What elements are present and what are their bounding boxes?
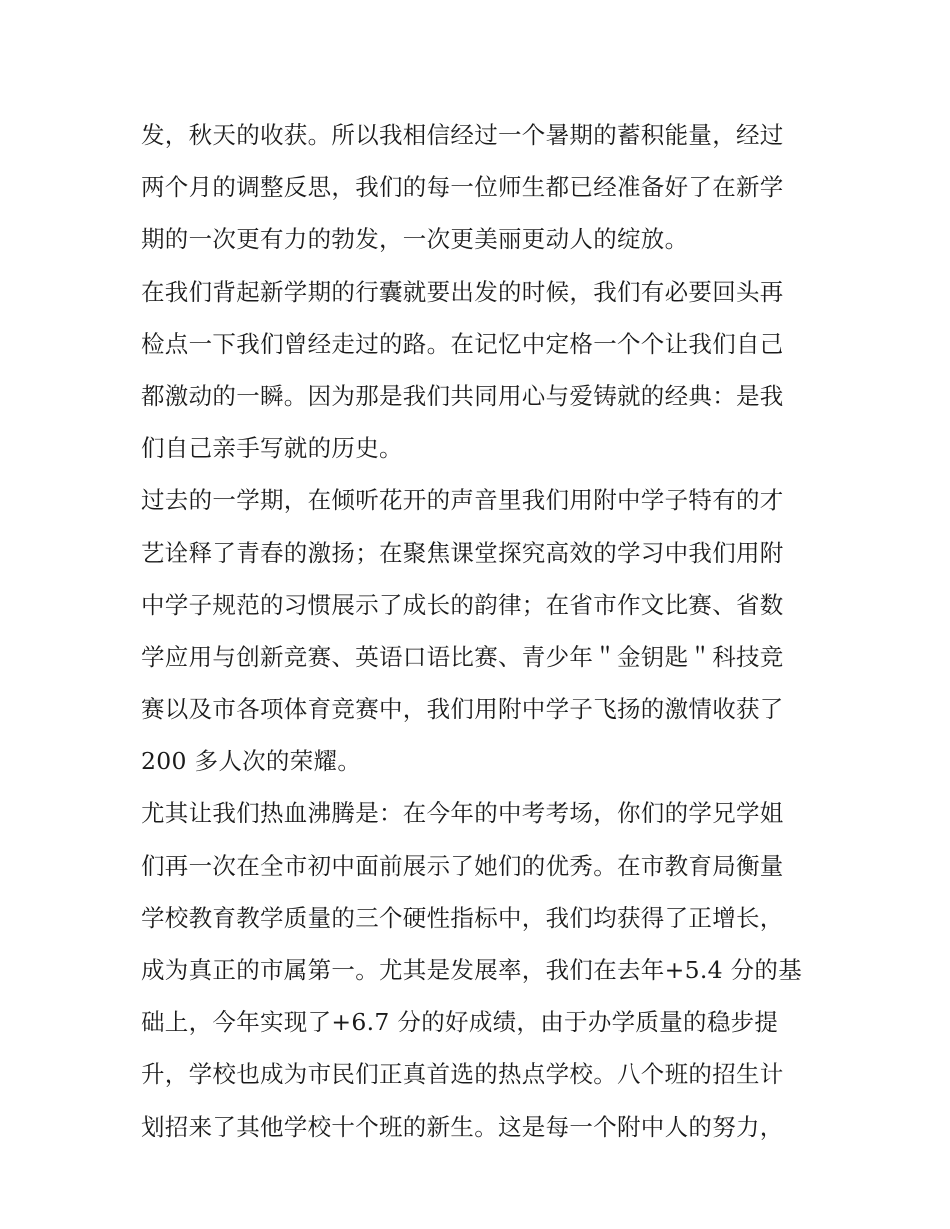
text-line: 期的一次更有力的勃发，一次更美丽更动人的绽放。 <box>141 225 689 254</box>
text-line: 们自己亲手写就的历史。 <box>141 434 403 463</box>
text-line: 过去的一学期，在倾听花开的声音里我们用附中学子特有的才 <box>141 486 784 515</box>
text-line: 中学子规范的习惯展示了成长的韵律；在省市作文比赛、省数 <box>141 590 784 619</box>
text-line: 两个月的调整反思，我们的每一位师生都已经准备好了在新学 <box>141 173 784 202</box>
text-line: 在我们背起新学期的行囊就要出发的时候，我们有必要回头再 <box>141 277 784 306</box>
body-text <box>141 109 821 1153</box>
text-line: 学校教育教学质量的三个硬性指标中，我们均获得了正增长， <box>141 903 784 932</box>
text-line: 们再一次在全市初中面前展示了她们的优秀。在市教育局衡量 <box>141 851 784 880</box>
text-line: 赛以及市各项体育竞赛中，我们用附中学子飞扬的激情收获了 <box>141 695 784 724</box>
text-line: 发，秋天的收获。所以我相信经过一个暑期的蓄积能量，经过 <box>141 121 784 149</box>
text-line: 础上，今年实现了+6.7 分的好成绩，由于办学质量的稳步提 <box>141 1008 779 1037</box>
text-line: 艺诠释了青春的激扬；在聚焦课堂探究高效的学习中我们用附 <box>141 538 784 567</box>
text-line: 学应用与创新竞赛、英语口语比赛、青少年＂金钥匙＂科技竞 <box>141 642 784 671</box>
text-line: 尤其让我们热血沸腾是：在今年的中考考场，你们的学兄学姐 <box>141 799 784 828</box>
text-line: 都激动的一瞬。因为那是我们共同用心与爱铸就的经典：是我 <box>141 381 784 410</box>
text-line: 检点一下我们曾经走过的路。在记忆中定格一个个让我们自己 <box>141 329 784 358</box>
text-line: 200 多人次的荣耀。 <box>141 747 362 776</box>
text-line: 成为真正的市属第一。尤其是发展率，我们在去年+5.4 分的基 <box>141 956 803 984</box>
text-line: 划招来了其他学校十个班的新生。这是每一个附中人的努力， <box>141 1112 784 1141</box>
text-line: 升，学校也成为市民们正真首选的热点学校。八个班的招生计 <box>141 1060 784 1089</box>
